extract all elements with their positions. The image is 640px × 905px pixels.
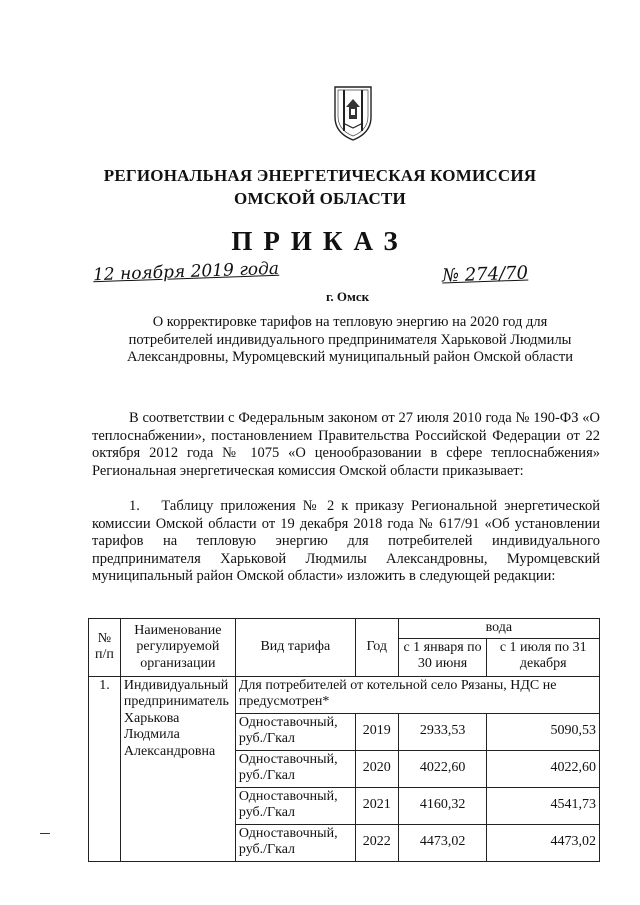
- header-group-water: вода: [398, 619, 599, 639]
- tariff-year: 2019: [355, 713, 398, 750]
- tariff-year: 2020: [355, 750, 398, 787]
- tariff-kind: Одноставочный, руб./Гкал: [235, 824, 355, 861]
- item-1-paragraph: 1. Таблицу приложения № 2 к приказу Региональной энергетической комиссии Омской области от 19 декабря 2018 года № 617/91 «Об установлении тарифов на тепловую энергию для потребителей индивидуального предпринимателя Харьковой Людмилы Александровны, Муромцевский муниципальный район Омской области» изложить в следующей редакции:: [92, 498, 600, 584]
- header-year: Год: [355, 619, 398, 677]
- tariff-kind: Одноставочный, руб./Гкал: [235, 787, 355, 824]
- tariff-kind: Одноставочный, руб./Гкал: [235, 713, 355, 750]
- city-label: г. Омск: [326, 289, 370, 304]
- row-number: 1.: [89, 676, 121, 861]
- tariff-table: [88, 618, 600, 862]
- header-period-1: с 1 января по 30 июня: [398, 638, 487, 676]
- tariff-value-h1: 4473,02: [398, 824, 487, 861]
- org-name-cell: Индивидуальный предприниматель Харькова Людмила Александровна: [120, 676, 235, 861]
- tariff-value-h2: 4541,73: [487, 787, 600, 824]
- preamble-paragraph: В соответствии с Федеральным законом от 27 июля 2010 года № 190-ФЗ «О теплоснабжении», постановлением Правительства Российской Федерации от 22 октября 2012 года № 1075 «О ценообразовании в сфере теплоснабжения» Региональная энергетическая комиссия Омской области приказывает:: [92, 410, 600, 479]
- org-name-line1: РЕГИОНАЛЬНАЯ ЭНЕРГЕТИЧЕСКАЯ КОМИССИЯ: [103, 166, 537, 185]
- tariff-value-h1: 2933,53: [398, 713, 487, 750]
- document-type-title: ПРИКАЗ: [231, 226, 409, 256]
- document-subject: О корректировке тарифов на тепловую энергию на 2020 год для потребителей индивидуального предпринимателя Харьковой Людмилы Александровны, Муромцевский муниципальный район Омской области: [127, 314, 573, 365]
- margin-mark: [40, 833, 50, 834]
- header-period-2: с 1 июля по 31 декабря: [487, 638, 600, 676]
- tariff-value-h2: 5090,53: [487, 713, 600, 750]
- header-org: Наименование регулируемой организации: [120, 619, 235, 677]
- tariff-value-h1: 4022,60: [398, 750, 487, 787]
- header-kind: Вид тарифа: [235, 619, 355, 677]
- consumer-note: Для потребителей от котельной село Рязаны, НДС не предусмотрен*: [235, 676, 599, 713]
- header-num: № п/п: [89, 619, 121, 677]
- coat-of-arms-emblem: [331, 83, 375, 143]
- tariff-year: 2022: [355, 824, 398, 861]
- handwritten-number: № 274/70: [441, 262, 529, 287]
- tariff-value-h1: 4160,32: [398, 787, 487, 824]
- handwritten-date: 12 ноября 2019 года: [92, 258, 280, 286]
- tariff-year: 2021: [355, 787, 398, 824]
- tariff-value-h2: 4022,60: [487, 750, 600, 787]
- org-name-line2: ОМСКОЙ ОБЛАСТИ: [234, 189, 406, 208]
- tariff-kind: Одноставочный, руб./Гкал: [235, 750, 355, 787]
- tariff-value-h2: 4473,02: [487, 824, 600, 861]
